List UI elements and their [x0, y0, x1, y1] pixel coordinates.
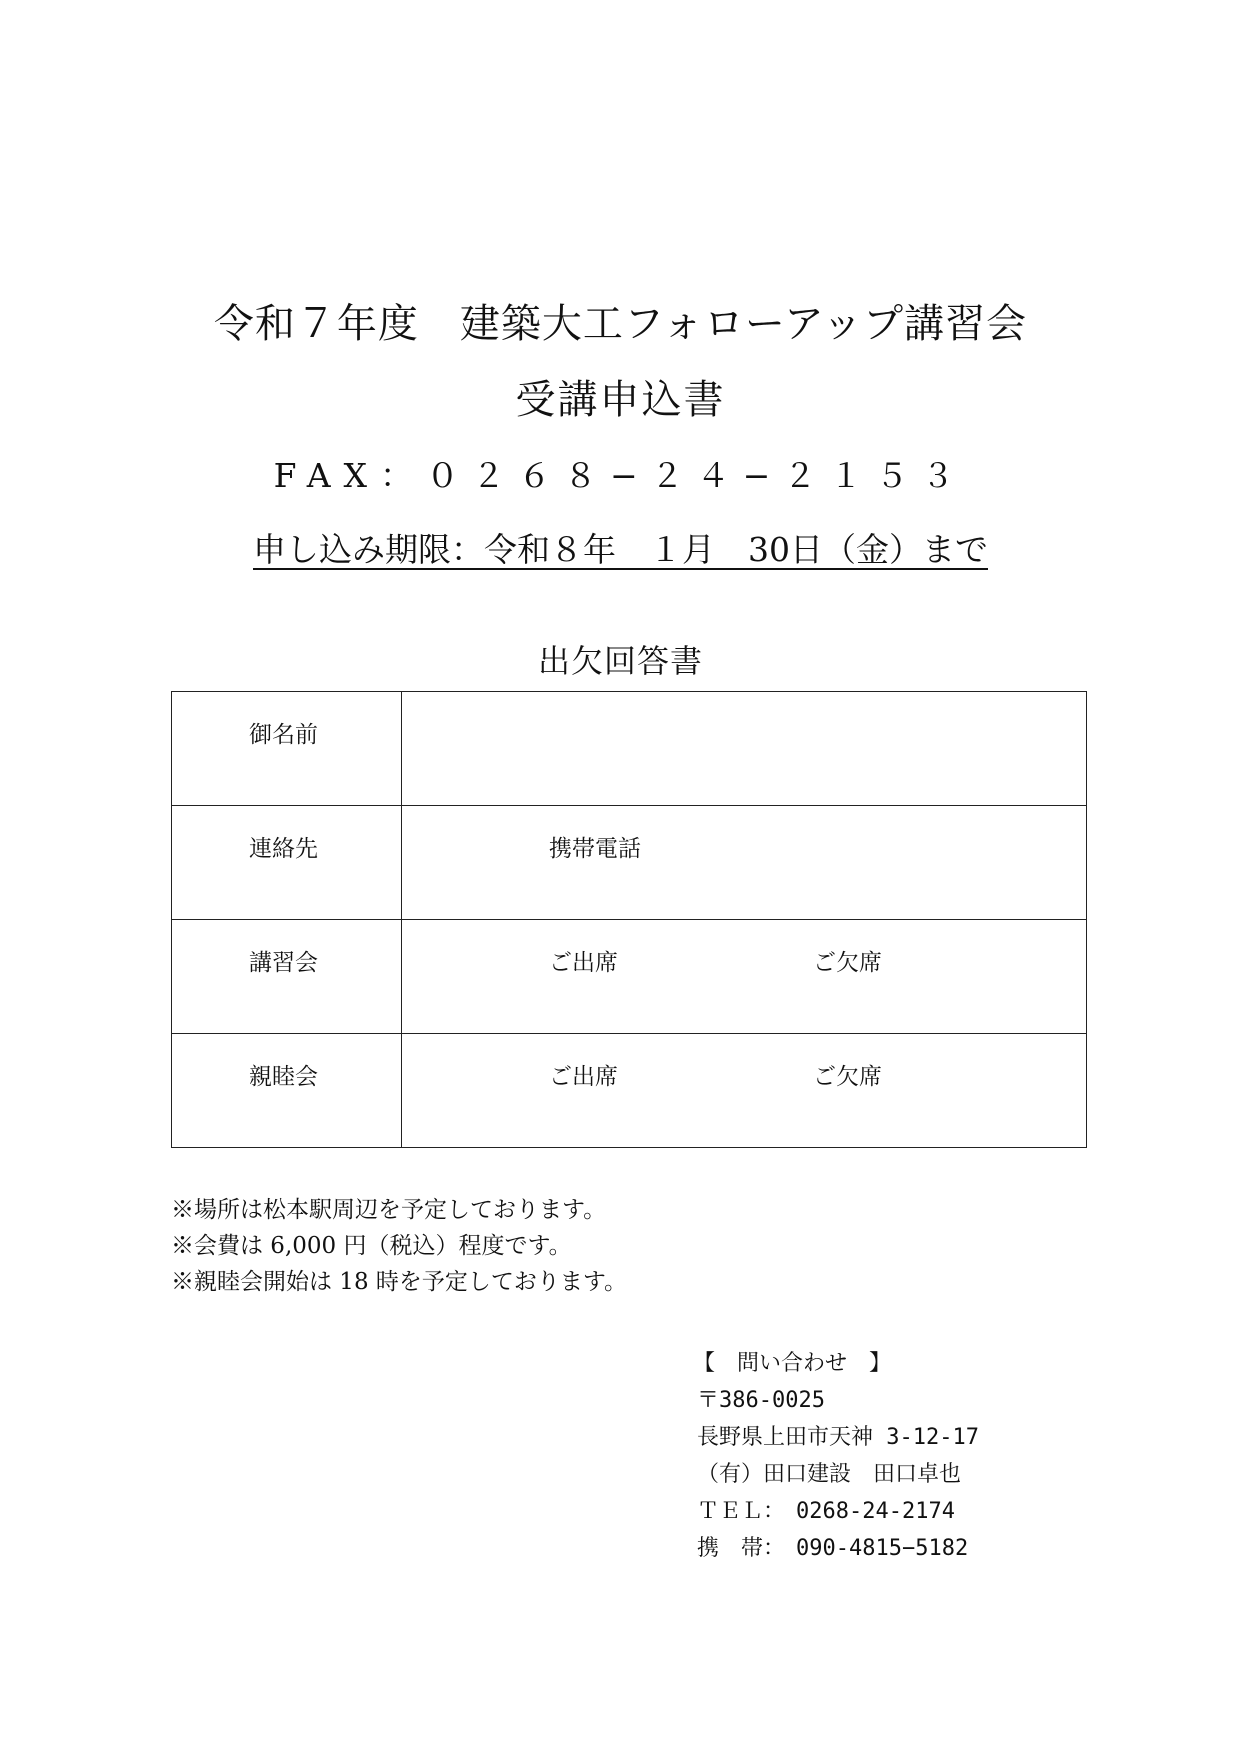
table-row — [172, 1034, 1087, 1148]
social-attendance-cell — [402, 1034, 1087, 1148]
seminar-label-cell — [172, 920, 402, 1034]
name-field[interactable] — [402, 692, 1087, 806]
note-start-time: ※親睦会開始は 18 時を予定しております。 — [171, 1269, 628, 1295]
attendance-form-table — [171, 691, 1087, 1148]
contact-label-cell — [172, 806, 402, 920]
social-absent-option[interactable]: ご欠席 — [813, 1064, 882, 1090]
document-title: 令和７年度 建築大工フォローアップ講習会 — [213, 301, 1028, 347]
form-heading: 出欠回答書 — [537, 642, 703, 680]
document-subtitle: 受講申込書 — [515, 377, 726, 423]
name-label: 御名前 — [249, 722, 318, 748]
contact-address: 長野県上田市天神 3-12-17 — [697, 1425, 979, 1450]
social-label-cell — [172, 1034, 402, 1148]
contact-tel: ＴＥＬ： 0268-24-2174 — [697, 1499, 955, 1524]
fax-number: FAX：０２６８−２４−２１５３ — [273, 456, 968, 495]
table-row — [172, 806, 1087, 920]
seminar-attend-option[interactable]: ご出席 — [549, 950, 618, 976]
seminar-attendance-cell — [402, 920, 1087, 1034]
contact-mobile: 携 帯： 090-4815−5182 — [697, 1536, 969, 1561]
mobile-phone-label: 携帯電話 — [549, 836, 641, 862]
contact-label: 連絡先 — [249, 836, 318, 862]
table-row — [172, 920, 1087, 1034]
contact-postal-code: 〒386-0025 — [697, 1388, 825, 1413]
contact-heading: 【 問い合わせ 】 — [693, 1351, 892, 1376]
contact-block — [693, 1345, 979, 1567]
contact-field[interactable] — [402, 806, 1087, 920]
deadline-text: 申し込み期限：令和８年 １月 30日（金）まで — [253, 530, 988, 569]
name-label-cell — [172, 692, 402, 806]
table-row — [172, 692, 1087, 806]
contact-company: （有）田口建設 田口卓也 — [697, 1462, 962, 1487]
social-attend-option[interactable]: ご出席 — [549, 1064, 618, 1090]
application-deadline — [0, 524, 1241, 571]
social-gathering-label: 親睦会 — [249, 1064, 318, 1090]
seminar-absent-option[interactable]: ご欠席 — [813, 950, 882, 976]
note-fee: ※会費は 6,000 円（税込）程度です。 — [171, 1233, 572, 1259]
seminar-label: 講習会 — [249, 950, 318, 976]
notes-list — [171, 1192, 627, 1300]
note-venue: ※場所は松本駅周辺を予定しております。 — [171, 1197, 607, 1223]
